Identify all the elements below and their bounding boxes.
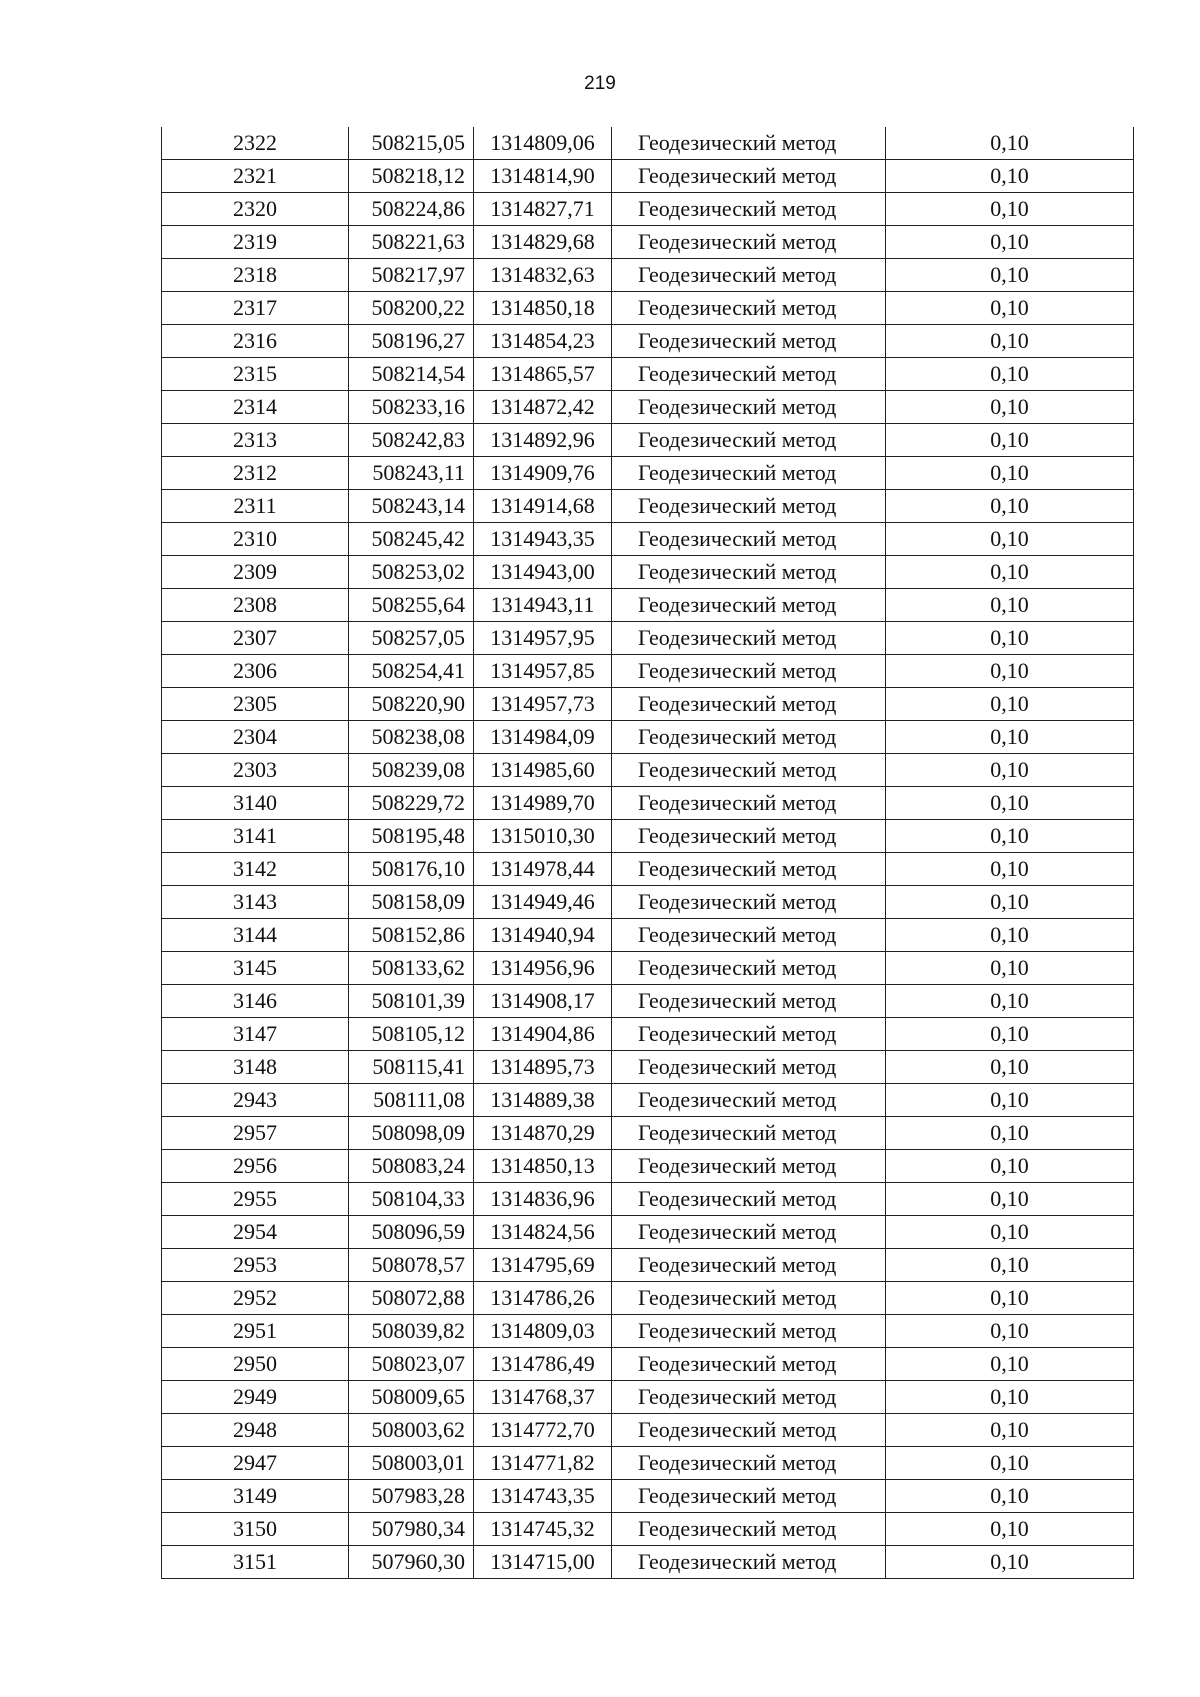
method-cell: Геодезический метод <box>612 1513 886 1546</box>
x-coordinate-cell: 508255,64 <box>349 589 474 622</box>
x-coordinate-cell: 507960,30 <box>349 1546 474 1579</box>
point-number-cell: 2955 <box>162 1183 349 1216</box>
table-row <box>162 424 1134 457</box>
point-number-cell: 3142 <box>162 853 349 886</box>
y-coordinate-cell: 1314715,00 <box>474 1546 612 1579</box>
error-cell: 0,10 <box>886 1381 1134 1414</box>
x-coordinate-cell: 508245,42 <box>349 523 474 556</box>
x-coordinate-cell: 508217,97 <box>349 259 474 292</box>
table-row <box>162 193 1134 226</box>
error-cell: 0,10 <box>886 820 1134 853</box>
x-coordinate-cell: 508239,08 <box>349 754 474 787</box>
error-cell: 0,10 <box>886 523 1134 556</box>
point-number-cell: 2948 <box>162 1414 349 1447</box>
method-cell: Геодезический метод <box>612 127 886 160</box>
point-number-cell: 2306 <box>162 655 349 688</box>
method-cell: Геодезический метод <box>612 919 886 952</box>
table-row <box>162 622 1134 655</box>
y-coordinate-cell: 1314895,73 <box>474 1051 612 1084</box>
table-row <box>162 1018 1134 1051</box>
point-number-cell: 3144 <box>162 919 349 952</box>
y-coordinate-cell: 1314904,86 <box>474 1018 612 1051</box>
y-coordinate-cell: 1314824,56 <box>474 1216 612 1249</box>
x-coordinate-cell: 508003,01 <box>349 1447 474 1480</box>
error-cell: 0,10 <box>886 787 1134 820</box>
table-row <box>162 1546 1134 1579</box>
x-coordinate-cell: 508039,82 <box>349 1315 474 1348</box>
table-row <box>162 1249 1134 1282</box>
table-row <box>162 127 1134 160</box>
x-coordinate-cell: 508200,22 <box>349 292 474 325</box>
point-number-cell: 2313 <box>162 424 349 457</box>
point-number-cell: 2312 <box>162 457 349 490</box>
y-coordinate-cell: 1314854,23 <box>474 325 612 358</box>
y-coordinate-cell: 1314809,06 <box>474 127 612 160</box>
y-coordinate-cell: 1314956,96 <box>474 952 612 985</box>
error-cell: 0,10 <box>886 1282 1134 1315</box>
x-coordinate-cell: 508229,72 <box>349 787 474 820</box>
table-row <box>162 853 1134 886</box>
x-coordinate-cell: 508253,02 <box>349 556 474 589</box>
point-number-cell: 2320 <box>162 193 349 226</box>
x-coordinate-cell: 508096,59 <box>349 1216 474 1249</box>
error-cell: 0,10 <box>886 259 1134 292</box>
y-coordinate-cell: 1314872,42 <box>474 391 612 424</box>
point-number-cell: 2304 <box>162 721 349 754</box>
point-number-cell: 2322 <box>162 127 349 160</box>
error-cell: 0,10 <box>886 1546 1134 1579</box>
point-number-cell: 2943 <box>162 1084 349 1117</box>
y-coordinate-cell: 1314989,70 <box>474 787 612 820</box>
y-coordinate-cell: 1314814,90 <box>474 160 612 193</box>
point-number-cell: 2308 <box>162 589 349 622</box>
x-coordinate-cell: 508111,08 <box>349 1084 474 1117</box>
error-cell: 0,10 <box>886 1414 1134 1447</box>
error-cell: 0,10 <box>886 1513 1134 1546</box>
table-row <box>162 952 1134 985</box>
point-number-cell: 3148 <box>162 1051 349 1084</box>
error-cell: 0,10 <box>886 622 1134 655</box>
table-row <box>162 325 1134 358</box>
point-number-cell: 2307 <box>162 622 349 655</box>
method-cell: Геодезический метод <box>612 820 886 853</box>
error-cell: 0,10 <box>886 886 1134 919</box>
y-coordinate-cell: 1314850,13 <box>474 1150 612 1183</box>
table-row <box>162 1480 1134 1513</box>
table-row <box>162 1447 1134 1480</box>
point-number-cell: 3145 <box>162 952 349 985</box>
method-cell: Геодезический метод <box>612 1018 886 1051</box>
y-coordinate-cell: 1314889,38 <box>474 1084 612 1117</box>
error-cell: 0,10 <box>886 589 1134 622</box>
x-coordinate-cell: 508176,10 <box>349 853 474 886</box>
method-cell: Геодезический метод <box>612 1117 886 1150</box>
method-cell: Геодезический метод <box>612 1150 886 1183</box>
error-cell: 0,10 <box>886 1084 1134 1117</box>
point-number-cell: 2319 <box>162 226 349 259</box>
y-coordinate-cell: 1314743,35 <box>474 1480 612 1513</box>
x-coordinate-cell: 508224,86 <box>349 193 474 226</box>
coordinates-table <box>161 127 1134 1579</box>
error-cell: 0,10 <box>886 292 1134 325</box>
x-coordinate-cell: 508078,57 <box>349 1249 474 1282</box>
method-cell: Геодезический метод <box>612 1381 886 1414</box>
table-row <box>162 391 1134 424</box>
point-number-cell: 2321 <box>162 160 349 193</box>
x-coordinate-cell: 508254,41 <box>349 655 474 688</box>
y-coordinate-cell: 1314809,03 <box>474 1315 612 1348</box>
table-row <box>162 1183 1134 1216</box>
y-coordinate-cell: 1314985,60 <box>474 754 612 787</box>
error-cell: 0,10 <box>886 1018 1134 1051</box>
error-cell: 0,10 <box>886 919 1134 952</box>
table-row <box>162 523 1134 556</box>
x-coordinate-cell: 508083,24 <box>349 1150 474 1183</box>
point-number-cell: 2950 <box>162 1348 349 1381</box>
error-cell: 0,10 <box>886 721 1134 754</box>
error-cell: 0,10 <box>886 193 1134 226</box>
x-coordinate-cell: 508238,08 <box>349 721 474 754</box>
method-cell: Геодезический метод <box>612 655 886 688</box>
error-cell: 0,10 <box>886 226 1134 259</box>
table-row <box>162 1216 1134 1249</box>
x-coordinate-cell: 508243,14 <box>349 490 474 523</box>
table-row <box>162 1414 1134 1447</box>
method-cell: Геодезический метод <box>612 754 886 787</box>
x-coordinate-cell: 508243,11 <box>349 457 474 490</box>
y-coordinate-cell: 1314978,44 <box>474 853 612 886</box>
point-number-cell: 3140 <box>162 787 349 820</box>
x-coordinate-cell: 508003,62 <box>349 1414 474 1447</box>
x-coordinate-cell: 508101,39 <box>349 985 474 1018</box>
x-coordinate-cell: 507983,28 <box>349 1480 474 1513</box>
y-coordinate-cell: 1314745,32 <box>474 1513 612 1546</box>
error-cell: 0,10 <box>886 1150 1134 1183</box>
y-coordinate-cell: 1314892,96 <box>474 424 612 457</box>
point-number-cell: 3141 <box>162 820 349 853</box>
error-cell: 0,10 <box>886 424 1134 457</box>
error-cell: 0,10 <box>886 391 1134 424</box>
x-coordinate-cell: 508195,48 <box>349 820 474 853</box>
method-cell: Геодезический метод <box>612 226 886 259</box>
method-cell: Геодезический метод <box>612 1249 886 1282</box>
x-coordinate-cell: 508115,41 <box>349 1051 474 1084</box>
error-cell: 0,10 <box>886 688 1134 721</box>
y-coordinate-cell: 1314908,17 <box>474 985 612 1018</box>
table-row <box>162 358 1134 391</box>
method-cell: Геодезический метод <box>612 853 886 886</box>
method-cell: Геодезический метод <box>612 1414 886 1447</box>
y-coordinate-cell: 1314957,95 <box>474 622 612 655</box>
x-coordinate-cell: 508257,05 <box>349 622 474 655</box>
x-coordinate-cell: 508158,09 <box>349 886 474 919</box>
table-row <box>162 490 1134 523</box>
point-number-cell: 2317 <box>162 292 349 325</box>
method-cell: Геодезический метод <box>612 787 886 820</box>
x-coordinate-cell: 508104,33 <box>349 1183 474 1216</box>
method-cell: Геодезический метод <box>612 1315 886 1348</box>
table-row <box>162 259 1134 292</box>
method-cell: Геодезический метод <box>612 1282 886 1315</box>
x-coordinate-cell: 508221,63 <box>349 226 474 259</box>
method-cell: Геодезический метод <box>612 358 886 391</box>
method-cell: Геодезический метод <box>612 457 886 490</box>
method-cell: Геодезический метод <box>612 292 886 325</box>
table-row <box>162 1150 1134 1183</box>
page-number: 219 <box>584 73 616 94</box>
table-row <box>162 820 1134 853</box>
y-coordinate-cell: 1314943,00 <box>474 556 612 589</box>
point-number-cell: 3151 <box>162 1546 349 1579</box>
y-coordinate-cell: 1314870,29 <box>474 1117 612 1150</box>
y-coordinate-cell: 1314836,96 <box>474 1183 612 1216</box>
table-row <box>162 1348 1134 1381</box>
error-cell: 0,10 <box>886 1216 1134 1249</box>
error-cell: 0,10 <box>886 160 1134 193</box>
method-cell: Геодезический метод <box>612 1447 886 1480</box>
error-cell: 0,10 <box>886 457 1134 490</box>
method-cell: Геодезический метод <box>612 1051 886 1084</box>
error-cell: 0,10 <box>886 358 1134 391</box>
y-coordinate-cell: 1314768,37 <box>474 1381 612 1414</box>
point-number-cell: 2316 <box>162 325 349 358</box>
y-coordinate-cell: 1314914,68 <box>474 490 612 523</box>
method-cell: Геодезический метод <box>612 886 886 919</box>
table-row <box>162 1084 1134 1117</box>
y-coordinate-cell: 1314943,11 <box>474 589 612 622</box>
error-cell: 0,10 <box>886 1051 1134 1084</box>
x-coordinate-cell: 508242,83 <box>349 424 474 457</box>
table-row <box>162 787 1134 820</box>
method-cell: Геодезический метод <box>612 523 886 556</box>
error-cell: 0,10 <box>886 556 1134 589</box>
coordinates-table-body <box>162 127 1134 1579</box>
error-cell: 0,10 <box>886 127 1134 160</box>
error-cell: 0,10 <box>886 1117 1134 1150</box>
point-number-cell: 3143 <box>162 886 349 919</box>
table-row <box>162 457 1134 490</box>
y-coordinate-cell: 1314949,46 <box>474 886 612 919</box>
error-cell: 0,10 <box>886 952 1134 985</box>
method-cell: Геодезический метод <box>612 952 886 985</box>
table-row <box>162 655 1134 688</box>
point-number-cell: 2311 <box>162 490 349 523</box>
point-number-cell: 2949 <box>162 1381 349 1414</box>
x-coordinate-cell: 508214,54 <box>349 358 474 391</box>
table-row <box>162 589 1134 622</box>
y-coordinate-cell: 1314786,26 <box>474 1282 612 1315</box>
error-cell: 0,10 <box>886 853 1134 886</box>
method-cell: Геодезический метод <box>612 424 886 457</box>
point-number-cell: 3146 <box>162 985 349 1018</box>
method-cell: Геодезический метод <box>612 721 886 754</box>
error-cell: 0,10 <box>886 1447 1134 1480</box>
method-cell: Геодезический метод <box>612 1546 886 1579</box>
x-coordinate-cell: 508218,12 <box>349 160 474 193</box>
y-coordinate-cell: 1314909,76 <box>474 457 612 490</box>
y-coordinate-cell: 1314984,09 <box>474 721 612 754</box>
error-cell: 0,10 <box>886 1183 1134 1216</box>
point-number-cell: 2957 <box>162 1117 349 1150</box>
method-cell: Геодезический метод <box>612 391 886 424</box>
method-cell: Геодезический метод <box>612 985 886 1018</box>
point-number-cell: 2953 <box>162 1249 349 1282</box>
point-number-cell: 2318 <box>162 259 349 292</box>
table-row <box>162 1051 1134 1084</box>
x-coordinate-cell: 508105,12 <box>349 1018 474 1051</box>
table-row <box>162 886 1134 919</box>
table-row <box>162 1117 1134 1150</box>
table-row <box>162 1315 1134 1348</box>
x-coordinate-cell: 508215,05 <box>349 127 474 160</box>
method-cell: Геодезический метод <box>612 490 886 523</box>
method-cell: Геодезический метод <box>612 589 886 622</box>
y-coordinate-cell: 1314829,68 <box>474 226 612 259</box>
method-cell: Геодезический метод <box>612 688 886 721</box>
error-cell: 0,10 <box>886 1348 1134 1381</box>
method-cell: Геодезический метод <box>612 1480 886 1513</box>
point-number-cell: 2303 <box>162 754 349 787</box>
table-row <box>162 721 1134 754</box>
method-cell: Геодезический метод <box>612 193 886 226</box>
x-coordinate-cell: 508098,09 <box>349 1117 474 1150</box>
method-cell: Геодезический метод <box>612 160 886 193</box>
point-number-cell: 2947 <box>162 1447 349 1480</box>
method-cell: Геодезический метод <box>612 1084 886 1117</box>
x-coordinate-cell: 508133,62 <box>349 952 474 985</box>
error-cell: 0,10 <box>886 325 1134 358</box>
method-cell: Геодезический метод <box>612 1183 886 1216</box>
table-row <box>162 292 1134 325</box>
x-coordinate-cell: 508023,07 <box>349 1348 474 1381</box>
x-coordinate-cell: 508196,27 <box>349 325 474 358</box>
error-cell: 0,10 <box>886 754 1134 787</box>
table-row <box>162 688 1134 721</box>
y-coordinate-cell: 1314795,69 <box>474 1249 612 1282</box>
table-row <box>162 556 1134 589</box>
table-row <box>162 226 1134 259</box>
y-coordinate-cell: 1314850,18 <box>474 292 612 325</box>
error-cell: 0,10 <box>886 490 1134 523</box>
x-coordinate-cell: 508009,65 <box>349 1381 474 1414</box>
point-number-cell: 3150 <box>162 1513 349 1546</box>
y-coordinate-cell: 1314957,73 <box>474 688 612 721</box>
y-coordinate-cell: 1314865,57 <box>474 358 612 391</box>
point-number-cell: 2956 <box>162 1150 349 1183</box>
point-number-cell: 3147 <box>162 1018 349 1051</box>
table-row <box>162 754 1134 787</box>
point-number-cell: 3149 <box>162 1480 349 1513</box>
method-cell: Геодезический метод <box>612 1216 886 1249</box>
table-row <box>162 985 1134 1018</box>
point-number-cell: 2310 <box>162 523 349 556</box>
y-coordinate-cell: 1314786,49 <box>474 1348 612 1381</box>
error-cell: 0,10 <box>886 1315 1134 1348</box>
error-cell: 0,10 <box>886 985 1134 1018</box>
point-number-cell: 2315 <box>162 358 349 391</box>
point-number-cell: 2951 <box>162 1315 349 1348</box>
table-row <box>162 1381 1134 1414</box>
table-row <box>162 160 1134 193</box>
point-number-cell: 2952 <box>162 1282 349 1315</box>
y-coordinate-cell: 1314943,35 <box>474 523 612 556</box>
x-coordinate-cell: 508220,90 <box>349 688 474 721</box>
error-cell: 0,10 <box>886 655 1134 688</box>
y-coordinate-cell: 1314771,82 <box>474 1447 612 1480</box>
y-coordinate-cell: 1314957,85 <box>474 655 612 688</box>
x-coordinate-cell: 507980,34 <box>349 1513 474 1546</box>
x-coordinate-cell: 508233,16 <box>349 391 474 424</box>
y-coordinate-cell: 1314772,70 <box>474 1414 612 1447</box>
method-cell: Геодезический метод <box>612 259 886 292</box>
method-cell: Геодезический метод <box>612 556 886 589</box>
y-coordinate-cell: 1314940,94 <box>474 919 612 952</box>
point-number-cell: 2305 <box>162 688 349 721</box>
point-number-cell: 2309 <box>162 556 349 589</box>
x-coordinate-cell: 508072,88 <box>349 1282 474 1315</box>
table-row <box>162 919 1134 952</box>
method-cell: Геодезический метод <box>612 1348 886 1381</box>
y-coordinate-cell: 1314827,71 <box>474 193 612 226</box>
method-cell: Геодезический метод <box>612 325 886 358</box>
x-coordinate-cell: 508152,86 <box>349 919 474 952</box>
y-coordinate-cell: 1315010,30 <box>474 820 612 853</box>
table-row <box>162 1513 1134 1546</box>
y-coordinate-cell: 1314832,63 <box>474 259 612 292</box>
error-cell: 0,10 <box>886 1249 1134 1282</box>
point-number-cell: 2314 <box>162 391 349 424</box>
point-number-cell: 2954 <box>162 1216 349 1249</box>
method-cell: Геодезический метод <box>612 622 886 655</box>
table-row <box>162 1282 1134 1315</box>
error-cell: 0,10 <box>886 1480 1134 1513</box>
